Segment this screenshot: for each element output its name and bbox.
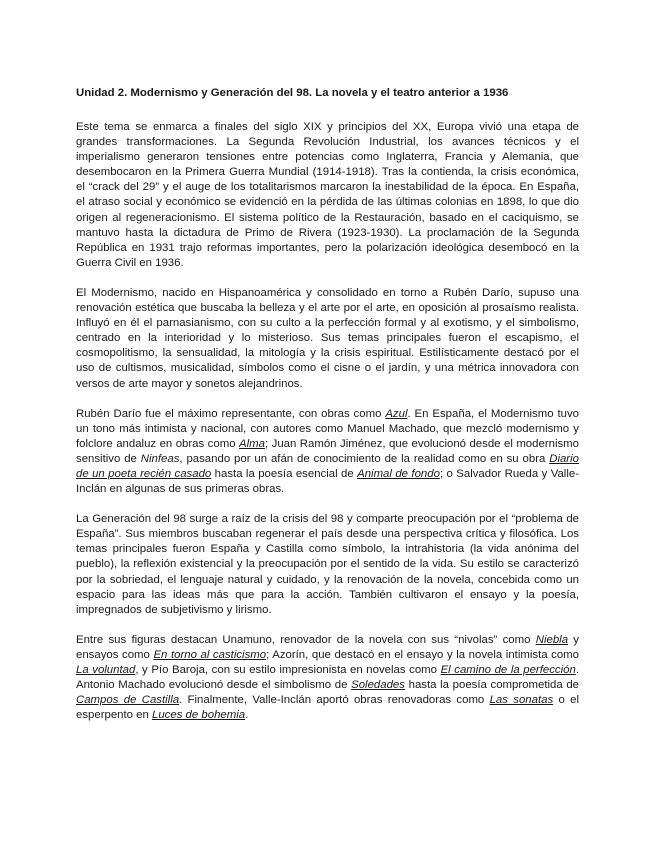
text-run: ; Azorín, que destacó en el ensayo y la novela intimista como — [266, 648, 580, 661]
work-title: Soledades — [351, 679, 405, 692]
paragraph-modernist-authors — [76, 407, 579, 498]
paragraph-context — [76, 120, 579, 271]
text-run: El Modernismo, nacido en Hispanoamérica y consolidado en torno a Rubén Darío, supuso una renovación estética que buscaba la belleza y el arte por el arte, en oposición al prosaísmo realista. Influyó en él el parnasianismo, con su culto a la perfección formal y al exotismo, y el simbolismo, centrado en la interioridad y lo misterioso. Sus temas principales fueron el escapismo, el cosmopolitismo, la sensualidad, la mitología y la crisis espiritual. Estilísticamente destacó por el uso de cultismos, musicalidad, símbolos como el cisne o el jardín, y una métrica innovadora con versos de arte mayor y sonetos alejandrinos. — [76, 286, 579, 390]
text-run: , y Pío Baroja, con su estilo impresionista en novelas como — [135, 664, 441, 676]
work-title-plain: Ninfeas — [140, 452, 180, 465]
text-run: hasta la poesía esencial de — [211, 467, 358, 480]
work-title: En torno al casticismo — [153, 648, 267, 661]
text-run: y ensayos como — [76, 633, 579, 661]
work-title: Niebla — [535, 633, 569, 646]
text-run: , pasando por un afán de conocimiento de la realidad como en su obra — [179, 452, 550, 465]
text-run: . Antonio Machado evolucionó desde el simbolismo de — [76, 664, 579, 692]
text-run: . — [245, 709, 249, 722]
work-title: Animal de fondo — [357, 467, 440, 480]
work-title: El camino de la perfección — [440, 664, 576, 676]
text-run: hasta la poesía comprometida de — [404, 679, 580, 692]
text-run: o el esperpento en — [76, 694, 579, 722]
work-title: Campos de Castilla — [76, 694, 180, 707]
text-run: La Generación del 98 surge a raíz de la crisis del 98 y comparte preocupación por el “problema de España”. Sus miembros buscaban regenerar el país desde una perspectiva crítica y filosófica. Los temas principales fueron España y Castilla como símbolo, la intrahistoria (la vida anónima del pueblo), la reflexión existencial y la preocupación por el sentido de la vida. Su estilo se caracterizó por la sobriedad, el lenguaje natural y cuidado, y la renovación de la novela, concebida como un espacio para las ideas más que para la acción. También cultivaron el ensayo y la poesía, impregnados de subjetivismo y lirismo. — [76, 513, 579, 616]
work-title: La voluntad — [76, 664, 136, 676]
text-run: Entre sus figuras destacan Unamuno, renovador de la novela con sus “nivolas” como — [76, 633, 536, 646]
paragraph-98-authors — [76, 633, 579, 724]
work-title: Luces de bohemia — [152, 709, 246, 722]
work-title: Las sonatas — [489, 694, 554, 707]
work-title: Diario de un poeta recién casado — [76, 452, 579, 480]
document-title: Unidad 2. Modernismo y Generación del 98. La novela y el teatro anterior a 1936 — [76, 87, 509, 99]
work-title: Alma — [239, 437, 265, 450]
text-run: . En España, el Modernismo tuvo un tono más intimista y nacional, con autores como Manuel Machado, que mezcló modernismo y folclore andaluz en obras como — [76, 407, 579, 450]
text-run: ; o Salvador Rueda y Valle-Inclán en algunas de sus primeras obras. — [76, 467, 579, 496]
paragraph-generacion-98 — [76, 512, 579, 618]
text-run: Rubén Darío fue el máximo representante, con obras como — [76, 407, 386, 420]
paragraph-modernismo — [76, 286, 579, 392]
text-run: ; Juan Ramón Jiménez, que evolucionó desde el modernismo sensitivo de — [76, 437, 579, 465]
text-run: . Finalmente, Valle-Inclán aportó obras renovadoras como — [179, 694, 490, 707]
work-title: Azul — [385, 407, 408, 420]
text-run: Este tema se enmarca a finales del siglo XIX y principios del XX, Europa vivió una etapa de grandes transformaciones. La Segunda Revolución Industrial, los avances técnicos y el imperialismo generaron tensiones entre potencias como Inglaterra, Francia y Alemania, que desembocaron en la Primera Guerra Mundial (1914-1918). Tras la contienda, la crisis económica, el “crack del 29” y el auge de los totalitarismos marcaron la inestabilidad de la época. En España, el atraso social y económico se evidenció en la pérdida de las últimas colonias en 1898, lo que dio origen al regeneracionismo. El sistema político de la Restauración, basado en el caciquismo, se mantuvo hasta la dictadura de Primo de Rivera (1923-1930). La proclamación de la Segunda República en 1931 trajo reformas importantes, pero la polarización ideológica desembocó en la Guerra Civil en 1936. — [76, 121, 579, 269]
